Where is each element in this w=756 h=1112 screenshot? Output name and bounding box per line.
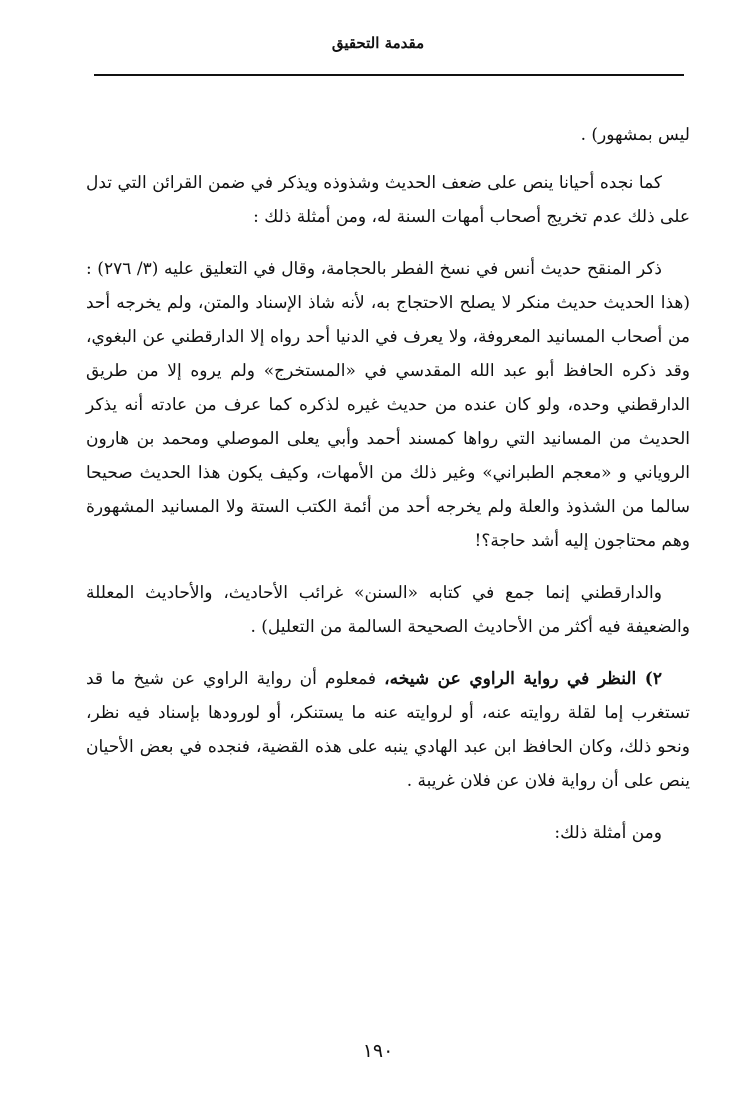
page-number: ١٩٠ xyxy=(362,1040,394,1062)
paragraph-examples-lead: ومن أمثلة ذلك: xyxy=(554,823,662,843)
running-header: مقدمة التحقيق xyxy=(331,34,425,52)
paragraph-example: ذكر المنقح حديث أنس في نسخ الفطر بالحجامة، وقال في التعليق عليه (٣/ ٢٧٦) : (هذا الحديث حديث منكر لا يصلح الاحتجاج به، لأنه شاذ الإسناد والمتن، ولم يخرجه أحد من أصحاب المسانيد المعروفة، ولا يعرف في الدنيا أحد رواه إلا الدارقطني عن البغوي، وقد ذكره الحافظ أبو عبد الله المقدسي في «المستخرج» ولم يروه إلا من طريق الدارقطني وحده، ولو كان عنده من حديث غيره لذكره كما عرف من عادته أنه يذكر الحديث من المسانيد التي رواها كمسند أحمد وأبي يعلى الموصلي ومحمد بن هارون الروياني و «معجم الطبراني» وغير ذلك من الأمهات، وكيف يكون هذا الحديث صحيحا سالما من الشذوذ والعلة ولم يخرجه أحد من أئمة الكتب الستة ولا المسانيد المشهورة وهم محتاجون إليه أشد حاجة؟! xyxy=(86,259,690,551)
paragraph-intro: كما نجده أحيانا ينص على ضعف الحديث وشذوذه ويذكر في ضمن القرائن التي تدل على ذلك عدم تخريج أصحاب أمهات السنة له، ومن أمثلة ذلك : xyxy=(86,173,690,227)
section-2-text: فمعلوم أن رواية الراوي عن شيخ ما قد تستغرب إما لقلة روايته عنه، أو لروايته عنه ما يستنكر، أو لورودها بإسناد فيه نظر، ونحو ذلك، وكان الحافظ ابن عبد الهادي ينبه على هذه القضية، فنجده في بعض الأحيان ينص على أن رواية فلان عن فلان غريبة . xyxy=(86,669,690,791)
paragraph-daraqutni: والدارقطني إنما جمع في كتابه «السنن» غرائب الأحاديث، والأحاديث المعللة والضعيفة فيه أكثر من الأحاديث الصحيحة السالمة من التعليل) . xyxy=(86,583,690,637)
header-rule xyxy=(94,74,684,76)
section-2-heading: ٢) النظر في رواية الراوي عن شيخه، xyxy=(384,669,662,689)
paragraph-section-2 xyxy=(86,662,690,798)
page-body xyxy=(86,118,690,868)
paragraph-continuation: ليس بمشهور) . xyxy=(580,125,690,145)
